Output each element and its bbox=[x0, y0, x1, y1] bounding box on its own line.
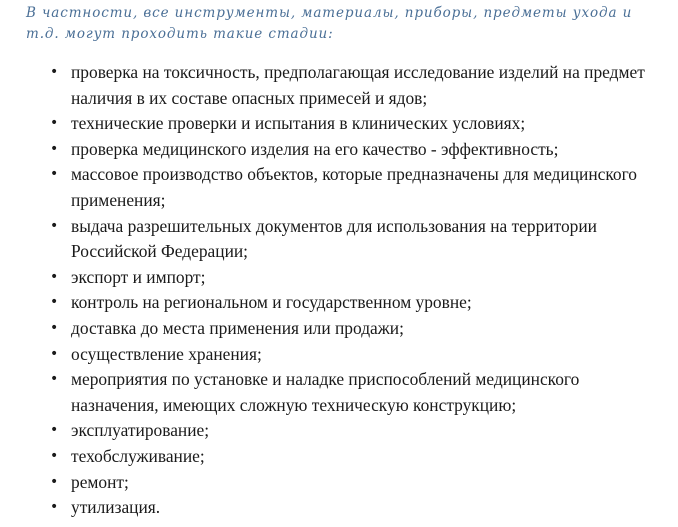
list-item bbox=[0, 265, 678, 291]
intro-paragraph: В частности, все инструменты, материалы, приборы, предметы ухода и т.д. могут проходить такие стадии: bbox=[26, 5, 633, 42]
list-item-text: мероприятия по установке и наладке приспособлений медицинского назначения, имеющих сложную техническую конструкцию; bbox=[71, 369, 580, 415]
list-item bbox=[0, 111, 678, 137]
list-item-text: контроль на региональном и государственном уровне; bbox=[71, 292, 472, 313]
list-item bbox=[0, 444, 678, 470]
stages-list bbox=[0, 60, 678, 521]
bullet-icon: • bbox=[50, 447, 59, 464]
list-item bbox=[0, 60, 678, 111]
list-item-text: проверка на токсичность, предполагающая исследование изделий на предмет наличия в их составе опасных примесей и ядов; bbox=[71, 62, 645, 108]
list-item bbox=[0, 162, 678, 213]
bullet-icon: • bbox=[50, 499, 59, 516]
list-item-text: массовое производство объектов, которые предназначены для медицинского применения; bbox=[71, 164, 638, 210]
list-item bbox=[0, 367, 678, 418]
list-item bbox=[0, 214, 678, 265]
bullet-icon: • bbox=[50, 217, 59, 234]
bullet-icon: • bbox=[50, 64, 59, 80]
list-item-text: проверка медицинского изделия на его качество - эффективность; bbox=[71, 138, 559, 159]
list-item-text: экспорт и импорт; bbox=[71, 266, 206, 287]
bullet-icon: • bbox=[50, 268, 59, 285]
list-item-text: осуществление хранения; bbox=[71, 343, 262, 364]
bullet-icon: • bbox=[50, 345, 59, 362]
list-item-text: доставка до места применения или продажи; bbox=[71, 317, 404, 338]
list-item-text: эксплуатирование; bbox=[71, 420, 210, 441]
bullet-icon: • bbox=[50, 115, 59, 132]
list-item bbox=[0, 418, 678, 444]
list-item-text: технические проверки и испытания в клинических условиях; bbox=[71, 113, 526, 134]
list-item-text: выдача разрешительных документов для использования на территории Российской Федерации; bbox=[71, 215, 597, 262]
list-item bbox=[0, 495, 678, 521]
list-item bbox=[0, 470, 678, 496]
bullet-icon: • bbox=[50, 166, 59, 183]
bullet-icon: • bbox=[50, 473, 59, 490]
bullet-icon: • bbox=[50, 319, 59, 336]
list-item-text: утилизация. bbox=[71, 497, 161, 518]
list-item bbox=[0, 290, 678, 316]
bullet-icon: • bbox=[50, 422, 59, 439]
list-item bbox=[0, 316, 678, 342]
list-item-text: техобслуживание; bbox=[71, 445, 205, 466]
bullet-icon: • bbox=[50, 371, 59, 388]
list-item bbox=[0, 342, 678, 368]
bullet-icon: • bbox=[50, 294, 59, 311]
list-item bbox=[0, 137, 678, 163]
bullet-icon: • bbox=[50, 140, 59, 157]
list-item-text: ремонт; bbox=[71, 471, 129, 492]
